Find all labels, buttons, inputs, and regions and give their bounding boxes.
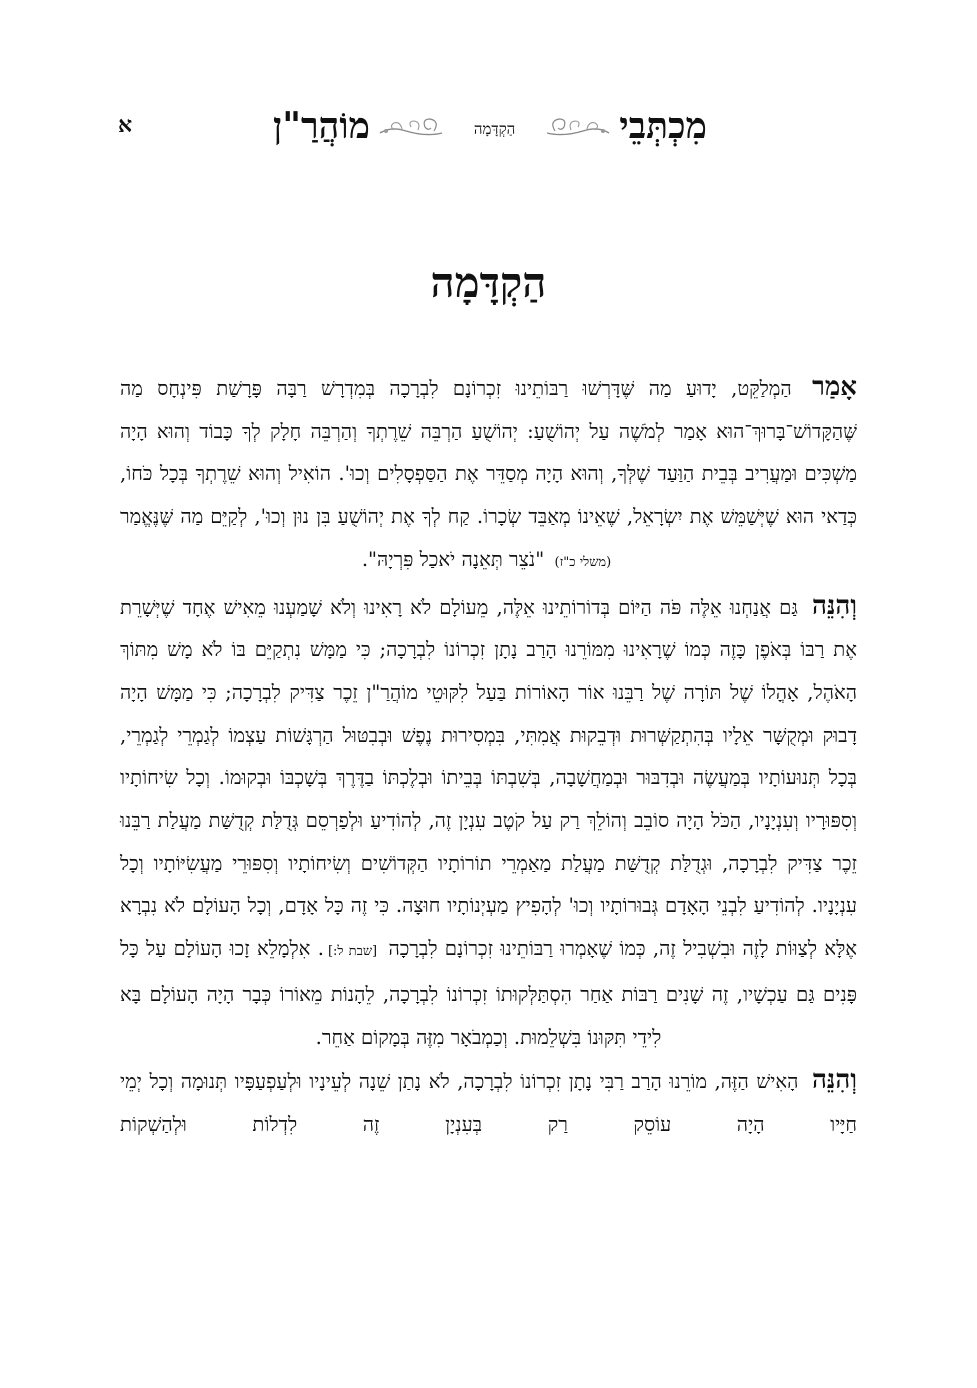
paragraph-text: גַּם אֲנַחְנוּ אֵלֶּה פֹּה הַיּוֹם בְּדוֹרוֹתֵינוּ אֵלֶּה, מֵעוֹלָם לֹא רָאִינוּ וְלֹא שָׁמַעְנוּ מֵאִישׁ אֶחָד שֶׁיְּשָׁרֵת אֶת רַבּוֹ בְּאֹפֶן כָּזֶה כְּמוֹ שֶׁרָאִינוּ מִמּוֹרֵנוּ הָרַב נָתָן זִכְרוֹנוֹ לִבְרָכָה; כִּי מַמָּשׁ נִתְקַיֵּם בּוֹ לֹא מָשׁ מִתּוֹךְ הָאֹהֶל, אָהֳלוֹ שֶׁל תּוֹרָה שֶׁל רַבֵּנוּ אוֹר הָאוֹרוֹת בַּעַל לִקּוּטֵי מוֹהֲרַ"ן זֵכֶר צַדִּיק לִבְרָכָה; כִּי מַמָּשׁ הָיָה דָבוּק וּמְקֻשָּׁר אֵלָיו בְּהִתְקַשְּׁרוּת וּדְבֵקוּת אֲמִתִּי, בִּמְסִירוּת נֶפֶשׁ וּבְבִטּוּל הַרְגָּשׁוֹת עַצְמוֹ לְגַמְרֵי לְגַמְרֵי, בְּכָל תְּנוּעוֹתָיו בְּמַעֲשֶׂה וּבְדִבּוּר וּבְמַחֲשָׁבָה, בְּשִׁבְתּוֹ בְּבֵיתוֹ וּבְלֶכְתּוֹ בַדֶּרֶךְ בְּשָׁכְבּוֹ וּבְקוּמוֹ. וְכָל שִׂיחוֹתָיו וְסִפּוּרָיו וְעִנְיָנָיו, הַכֹּל הָיָה סוֹבֵב וְהוֹלֵךְ רַק עַל קֹטֶב עִנְיָן זֶה, לְהוֹדִיעַ וּלְפַרְסֵם גְּדֻלַּת קְדֻשַּׁת מַעֲלַת רַבֵּנוּ זֵכֶר צַדִּיק לִבְרָכָה, וּגְדֻלַּת קְדֻשַּׁת מַעֲלַת מַאַמְרֵי תוֹרוֹתָיו הַקְּדוֹשִׁים וְשִׂיחוֹתָיו וְסִפּוּרֵי מַעֲשִׂיּוֹתָיו וְכָל עִנְיָנָיו. לְהוֹדִיעַ לִבְנֵי הָאָדָם גְּבוּרוֹתָיו וְכוּ' לְהָפִיץ מַעְיְנוֹתָיו חוּצָה. כִּי זֶה כָּל אָדָם, וְכָל הָעוֹלָם לֹא נִבְרָא אֶלָּא לְצַוּוֹת לָזֶה וּבִשְׁבִיל זֶה, כְּמוֹ שֶׁאָמְרוּ רַבּוֹתֵינוּ זִכְרוֹנָם לִבְרָכָה: [120, 595, 858, 961]
paragraph: [120, 366, 857, 585]
header-word-right: מִכְתְּבֵי: [619, 105, 707, 147]
scroll-ornament-icon: [376, 111, 446, 141]
paragraph-text: . אִלְמָלֵא זָכוּ הָעוֹלָם עַל כָּל פָּנִים גַּם עַכְשָׁיו, זֶה שָׁנִים רַבּוֹת אַחַר הִסְתַּלְּקוּתוֹ זִכְרוֹנוֹ לִבְרָכָה, לֵהָנוֹת מֵאוֹרוֹ כְּבָר הָיָה הָעוֹלָם בָּא לִידֵי תִּקּוּנוֹ בִּשְׁלֵמוּת. וְכַמְבֹאָר מִזֶּה בְּמָקוֹם אַחֵר.: [120, 937, 857, 1049]
header-section: הַקְדָּמָה: [473, 119, 516, 138]
page-number: א: [118, 112, 133, 138]
paragraph-text: הַמְלַקֵּט, יָדוּעַ מַה שֶּׁדָּרְשׁוּ רַבּוֹתֵינוּ זִכְרוֹנָם לִבְרָכָה בְּמִדְרָשׁ רַבָּה פָּרָשַׁת פִּינְחָס מַה שֶּׁהַקָּדוֹשׁ־בָּרוּךְ־הוּא אָמַר לְמֹשֶׁה עַל יְהוֹשֻׁעַ: יְהוֹשֻׁעַ הַרְבֵּה שֵׁרֶתְךָ וְהַרְבֵּה חָלָק לְךָ כָּבוֹד וְהוּא הָיָה מַשְׁכִּים וּמַעֲרִיב בְּבֵית הַוַּעַד שֶׁלְּךָ, וְהוּא הָיָה מְסַדֵּר אֶת הַסַּפְסָלִים וְכוּ'. הוֹאִיל וְהוּא שֵׁרֶתְךָ בְּכָל כֹּחוֹ, כְּדַאי הוּא שֶׁיְּשַׁמֵּשׁ אֶת יִשְׂרָאֵל, שֶׁאֵינוֹ מְאַבֵּד שְׂכָרוֹ. קַח לְךָ אֶת יְהוֹשֻׁעַ בִּן נוּן וְכוּ', לְקַיֵּם מַה שֶּׁנֶּאֱמַר: [120, 377, 857, 529]
scroll-ornament-icon: [543, 111, 613, 141]
paragraph: [120, 585, 857, 1060]
paragraph-text: "נֹצֵר תְּאֵנָה יֹאכַל פִּרְיָהּ".: [361, 547, 545, 571]
source-reference: (משלי כ"ז): [554, 554, 612, 570]
running-header: [210, 96, 770, 156]
paragraph-lead-word: אָמַר: [812, 372, 857, 402]
paragraph: [120, 1059, 857, 1146]
paragraph-lead-word: וְהִנֵּה: [811, 1065, 857, 1096]
source-reference: [שבת ל:]: [327, 944, 378, 960]
paragraph-text: הָאִישׁ הַזֶּה, מוֹרֵנוּ הָרַב רַבִּי נָתָן זִכְרוֹנוֹ לִבְרָכָה, לֹא נָתַן שֵׁנָה לְעֵינָיו וּלְעַפְעַפָּיו תְּנוּמָה וְכָל יְמֵי חַיָּיו הָיָה עוֹסֵק רַק בְּעִנְיָן זֶה לִדְלוֹת וּלְהַשְׁקוֹת: [120, 1070, 857, 1136]
body-text: [120, 366, 857, 1147]
paragraph-lead-word: וְהִנֵּה: [811, 590, 858, 621]
chapter-title: הַקְדָּמָה: [430, 258, 547, 307]
header-word-left: מוֹהֲרַ"ן: [273, 105, 370, 147]
